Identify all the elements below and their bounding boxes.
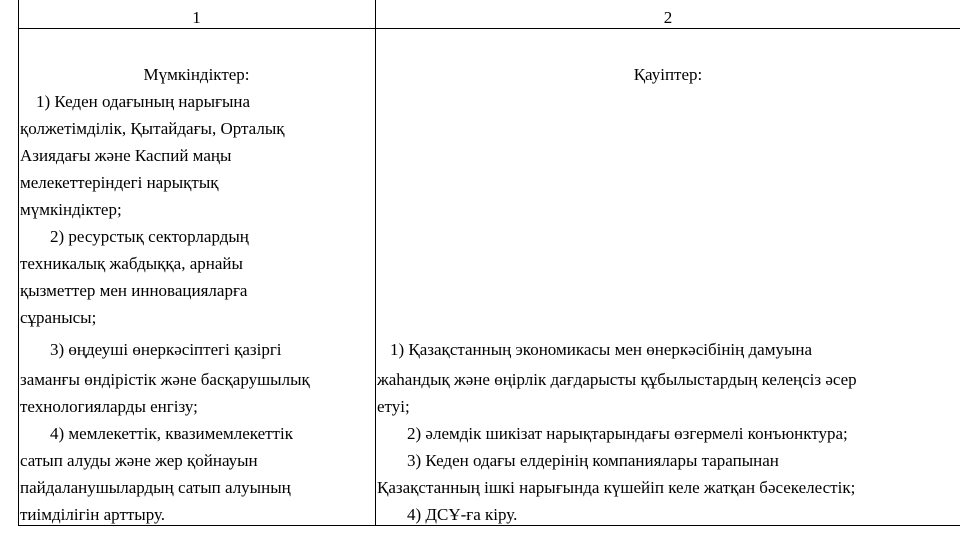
opportunity-line: техникалық жабдыққа, арнайы	[20, 254, 243, 273]
opportunity-line: 2) ресурстық секторлардың	[50, 227, 249, 246]
opportunity-line: қолжетімділік, Қытайдағы, Орталық	[20, 119, 285, 138]
opportunity-line: 4) мемлекеттік, квазимемлекеттік	[50, 424, 293, 443]
opportunity-line: Азиядағы және Каспий маңы	[20, 146, 232, 165]
opportunity-line: пайдаланушылардың сатып алуының	[20, 478, 291, 497]
threat-line: Қазақстанның ішкі нарығында күшейіп келе жатқан бәсекелестік;	[377, 478, 856, 497]
column-number-2: 2	[663, 8, 673, 27]
opportunity-line: заманғы өндірістік және басқарушылық	[20, 370, 310, 389]
opportunity-line: мелекеттеріндегі нарықтық	[20, 173, 219, 192]
opportunity-line: 3) өңдеуші өнеркәсіптегі қазіргі	[50, 340, 282, 359]
opportunity-line: сатып алуды және жер қойнауын	[20, 451, 258, 470]
opportunity-line: тиімділігін арттыру.	[20, 505, 166, 524]
threat-line: 4) ДСҰ-ға кіру.	[407, 505, 518, 524]
threat-line: жаһандық және өңірлік дағдарысты құбылыстардың келеңсіз әсер	[377, 370, 857, 389]
opportunities-heading: Мүмкіндіктер:	[143, 65, 250, 84]
opportunity-line: технологияларды енгізу;	[20, 397, 198, 416]
opportunity-line: сұранысы;	[20, 308, 97, 327]
threat-line: 1) Қазақстанның экономикасы мен өнеркәсібінің дамуына	[390, 340, 813, 359]
opportunity-line: қызметтер мен инновацияларға	[20, 281, 248, 300]
threats-heading: Қауіптер:	[633, 65, 703, 84]
threat-line: 2) әлемдік шикізат нарықтарындағы өзгермелі конъюнктура;	[407, 424, 848, 443]
threat-line: етуі;	[377, 397, 410, 416]
threat-line: 3) Кеден одағы елдерінің компаниялары тарапынан	[407, 451, 779, 470]
column-number-1: 1	[192, 8, 201, 27]
opportunity-line: мүмкіндіктер;	[20, 200, 122, 219]
opportunity-line: 1) Кеден одағының нарығына	[36, 92, 251, 111]
